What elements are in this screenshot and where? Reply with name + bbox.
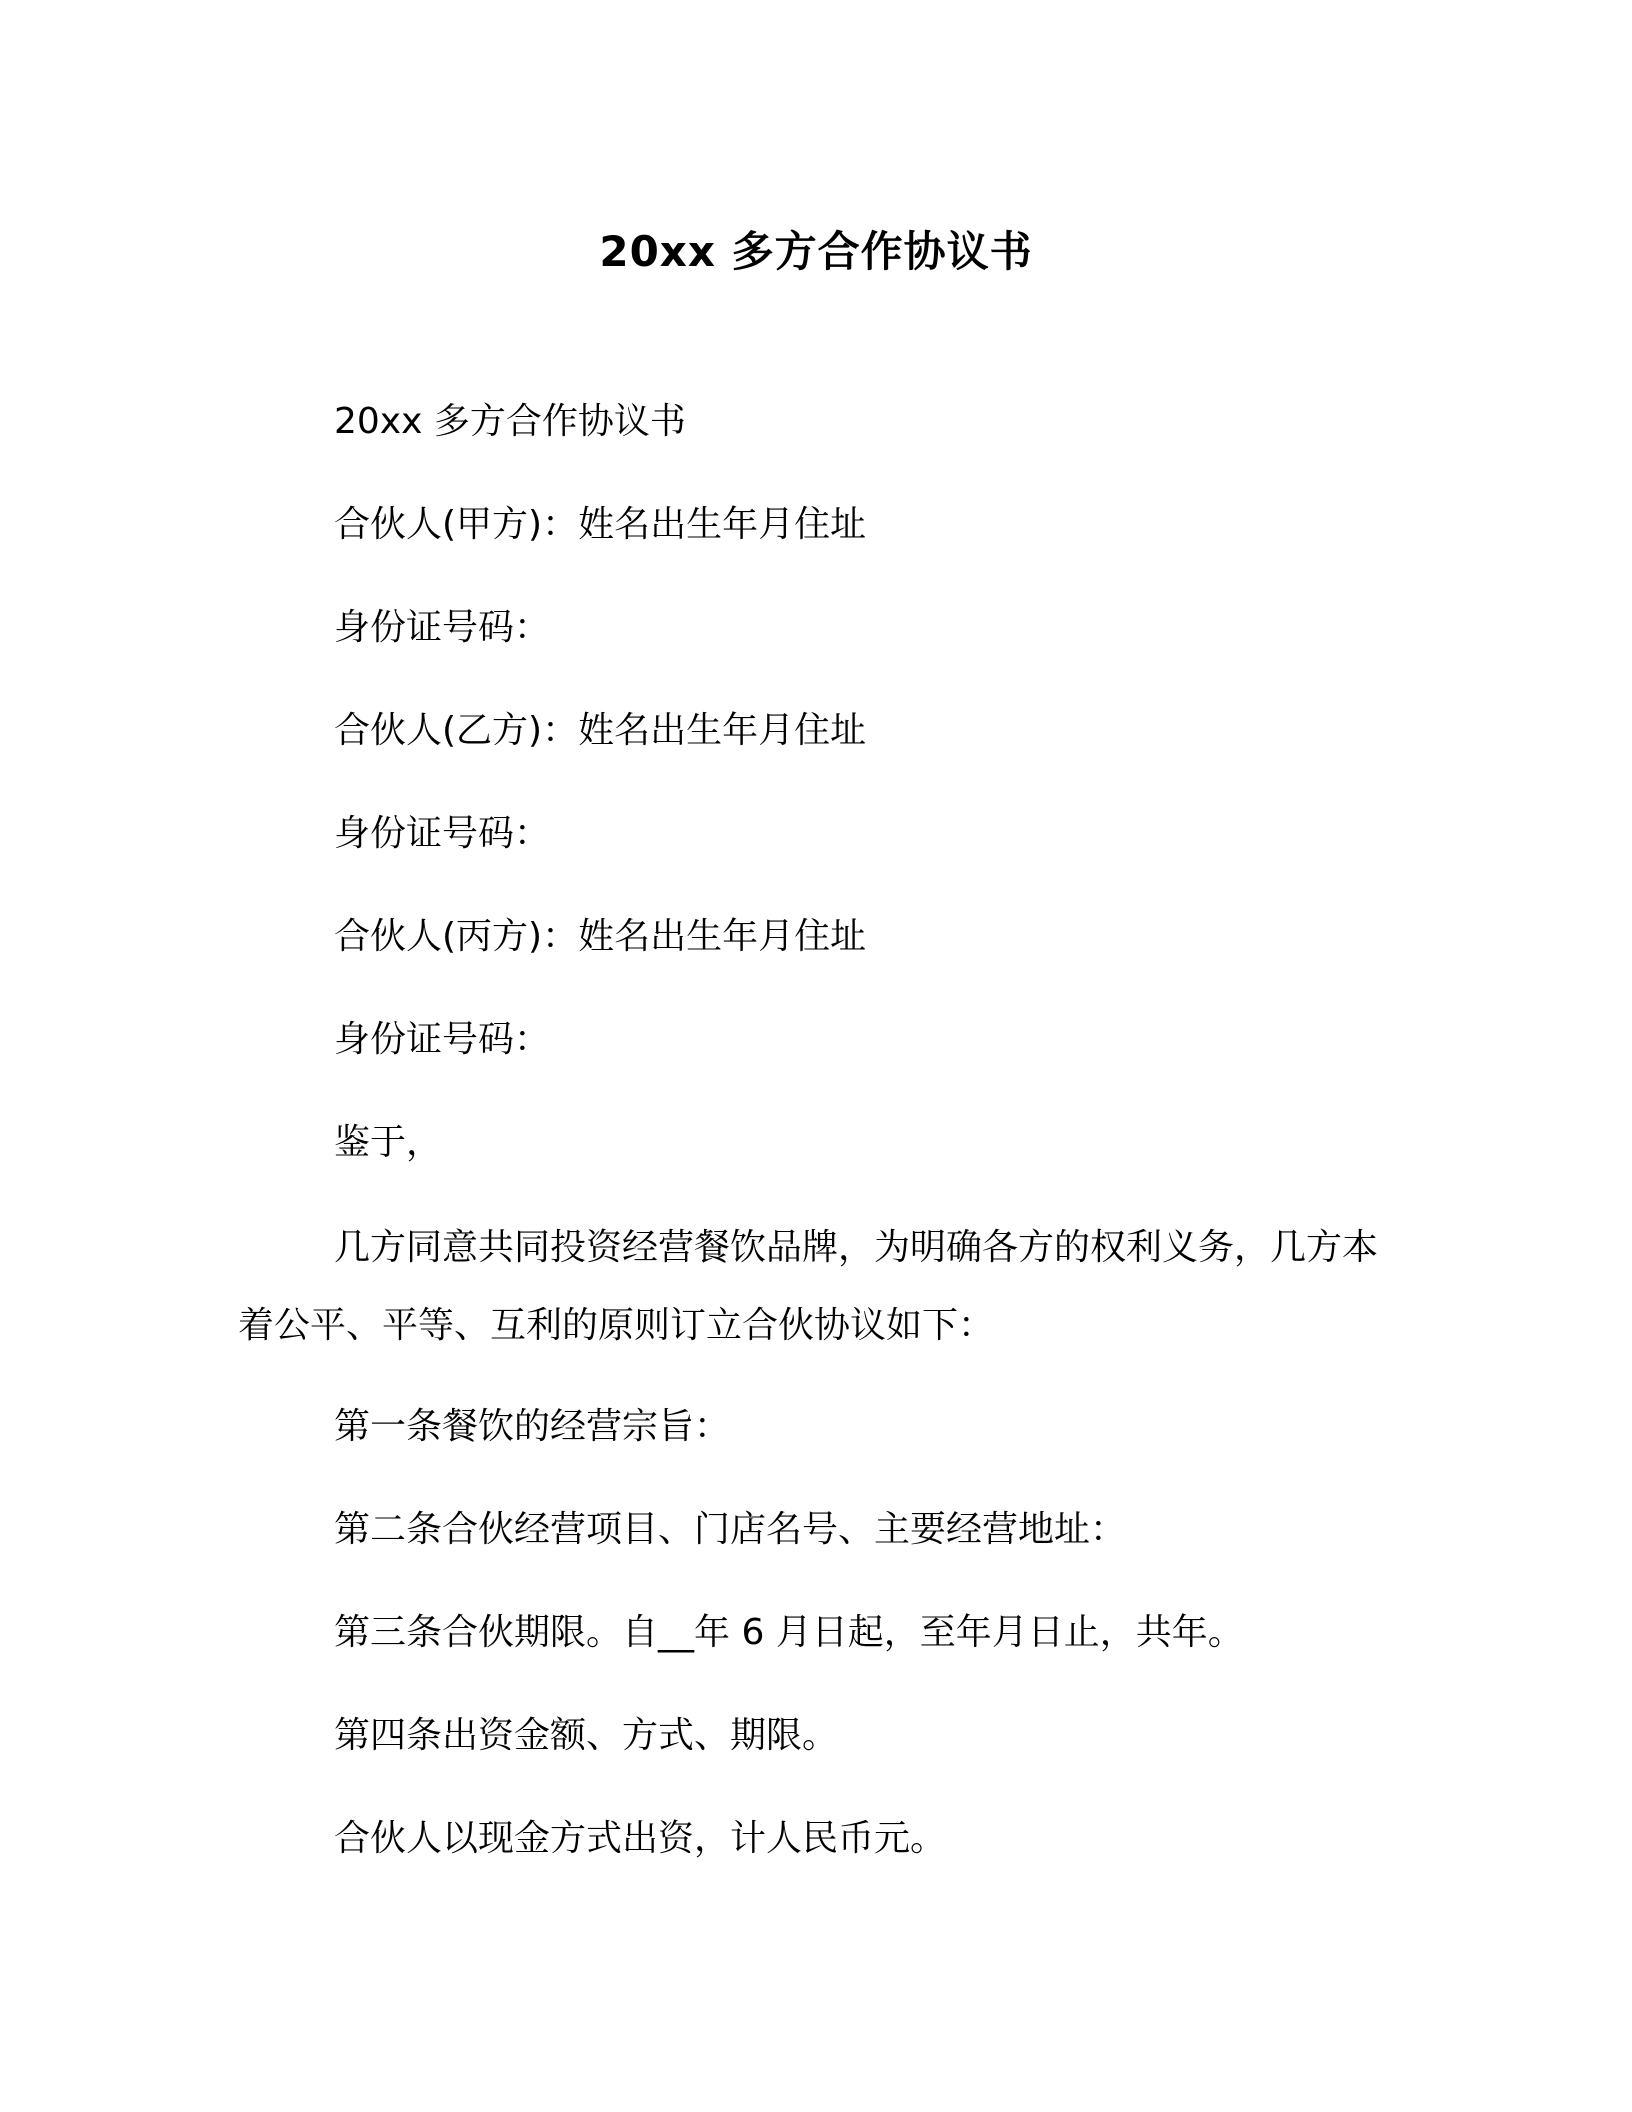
paragraph-whereas: 鉴于，: [334, 1122, 443, 1163]
paragraph-contribution: 合伙人以现金方式出资，计人民币元。: [334, 1818, 947, 1859]
paragraph-partner-a: 合伙人(甲方)：姓名出生年月住址: [334, 504, 867, 545]
paragraph-id-c: 身份证号码：: [334, 1019, 551, 1060]
paragraph-article-4: 第四条出资金额、方式、期限。: [334, 1715, 839, 1756]
document-title: 20xx 多方合作协议书: [599, 227, 1033, 276]
paragraph-id-b: 身份证号码：: [334, 813, 551, 854]
paragraph-id-a: 身份证号码：: [334, 607, 551, 648]
paragraph-partner-b: 合伙人(乙方)：姓名出生年月住址: [334, 710, 867, 751]
paragraph-partner-c: 合伙人(丙方)：姓名出生年月住址: [334, 916, 867, 957]
paragraph-preamble: 几方同意共同投资经营餐饮品牌，为明确各方的权利义务，几方本着公平、平等、互利的原则订立合伙协议如下：: [238, 1227, 1379, 1346]
paragraph-heading: 20xx 多方合作协议书: [334, 401, 686, 442]
paragraph-article-3: 第三条合伙期限。自__年 6 月日起，至年月日止，共年。: [334, 1612, 1244, 1653]
paragraph-article-1: 第一条餐饮的经营宗旨：: [334, 1406, 731, 1447]
paragraph-article-2: 第二条合伙经营项目、门店名号、主要经营地址：: [334, 1509, 1127, 1550]
